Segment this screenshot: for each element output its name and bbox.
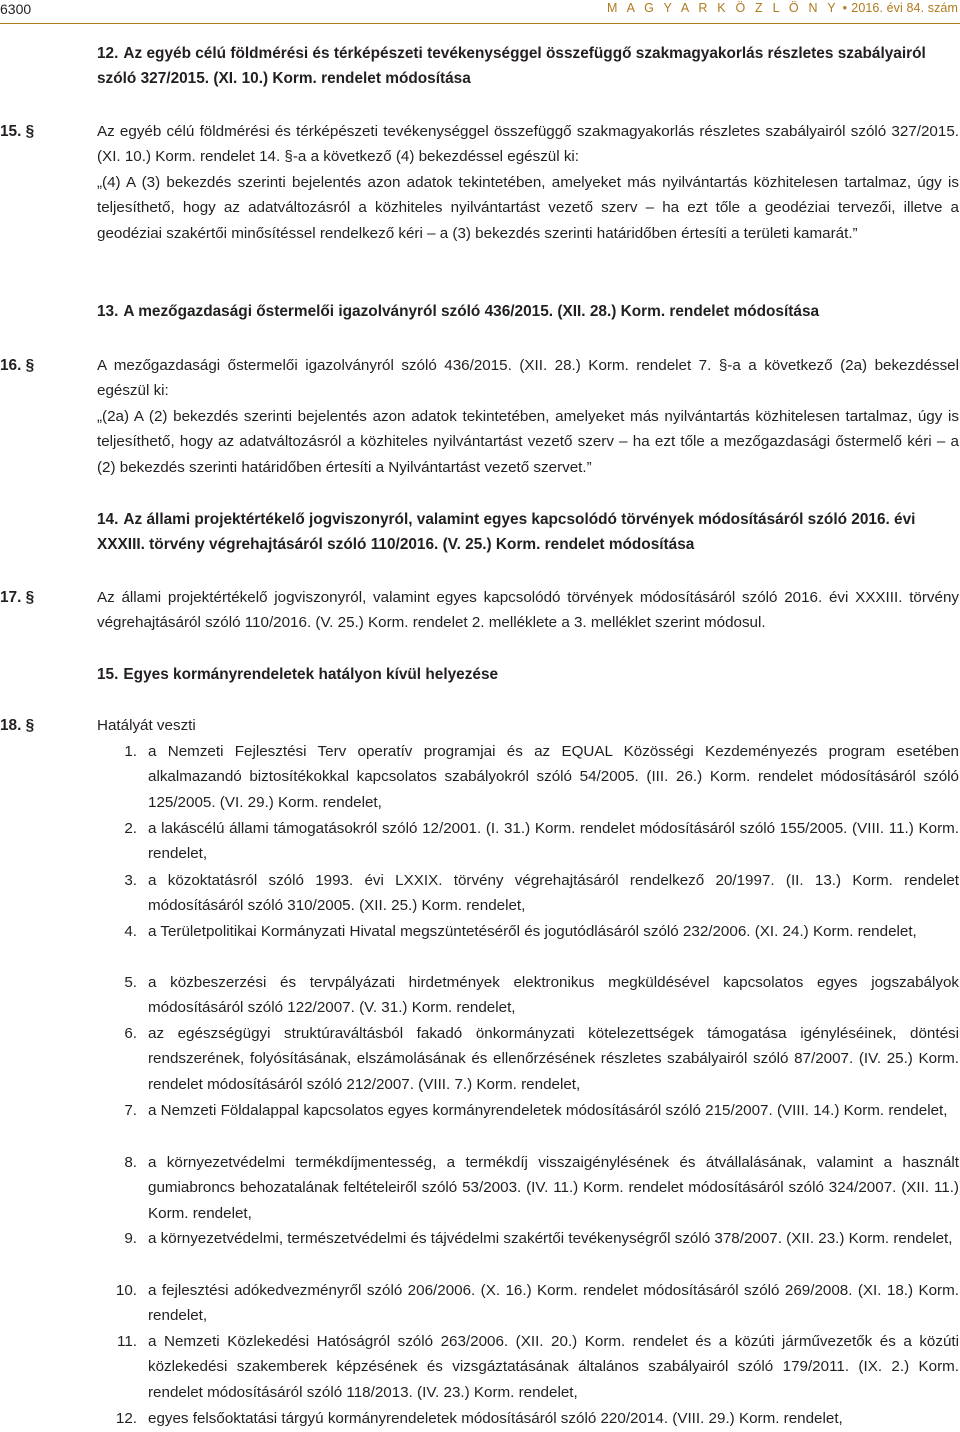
list-text: a környezetvédelmi termékdíjmentesség, a termékdíj visszaigénylésének és átvállalásának, valamint a használt gumiabroncs behozatalának feltételeiről szóló 53/2003. (IV. 11.) Korm. rendelet módosításáról szóló 324/2007. (XII. 11.) Korm. rendelet, [148,1154,959,1222]
chapter-heading [97,507,959,557]
list-number: 7. [124,1102,137,1119]
section-number: 16. § [0,357,35,374]
list-number: 8. [124,1154,137,1171]
list-number: 4. [124,923,137,940]
list-number: 10. [115,1282,137,1299]
section-number: 15. § [0,123,35,140]
section-number: 18. § [0,717,35,734]
section-body [97,585,959,636]
list-number: 9. [124,1230,137,1247]
chapter-title: Az állami projektértékelő jogviszonyról, valamint egyes kapcsolódó törvények módosításáról szóló 2016. évi XXXIII. törvény végrehajtásáról szóló 110/2016. (V. 25.) Korm. rendelet módosítása [97,511,916,553]
section-intro: Az egyéb célú földmérési és térképészeti tevékenységgel összefüggő szakmagyakorlás részletes szabályairól szóló 327/2015. (XI. 10.) Korm. rendelet 14. §-a a következő (4) bekezdéssel egészül ki: [97,123,959,166]
list-text: a Területpolitikai Kormányzati Hivatal megszüntetéséről és jogutódlásáról szóló 232/2006. (XI. 24.) Korm. rendelet, [148,923,917,940]
list-text: a Nemzeti Közlekedési Hatóságról szóló 263/2006. (XII. 20.) Korm. rendelet és a közúti járművezetők és a közúti közlekedési szakemberek képzésének és vizsgáztatásának általános szabályairól szóló 179/2011. (IX. 2.) Korm. rendelet módosításáról szóló 118/2013. (IV. 23.) Korm. rendelet, [148,1333,959,1401]
chapter-number: 12. [97,45,119,62]
list-text: az egészségügyi struktúraváltásból fakadó önkormányzati kötelezettségek támogatása igényléséinek, döntési rendszerének, folyósításának, elszámolásának és ellenőrzésének részletes szabályairól szóló 87/2007. (IV. 25.) Korm. rendelet módosításáról szóló 212/2007. (VIII. 7.) Korm. rendelet, [148,1025,959,1093]
list-number: 6. [124,1025,137,1042]
section-body [97,119,959,246]
list-text: a közbeszerzési és tervpályázati hirdetmények elektronikus megküldésével kapcsolatos egyes jogszabályok módosításáról szóló 122/2007. (V. 31.) Korm. rendelet, [148,974,959,1017]
section-intro: A mezőgazdasági őstermelői igazolványról szóló 436/2015. (XII. 28.) Korm. rendelet 7. §-a a következő (2a) bekezdéssel egészül ki: [97,357,959,400]
section-quote: „(4) A (3) bekezdés szerinti bejelentés azon adatok tekintetében, amelyeket más nyilvántartás közhitelesen tartalmaz, úgy is teljesíthető, hogy az adatváltozásról a közhiteles nyilvántartást vezető szerv – ha ezt tőle a geodéziai tervezői, illetve a geodéziai szakértői minősítéssel rendelkező kéri – a (3) bekezdés szerinti határidőben értesíti a területi kamarát.” [97,173,959,242]
chapter-number: 13. [97,303,119,320]
section-quote: „(2a) A (2) bekezdés szerinti bejelentés azon adatok tekintetében, amelyeket más nyilvántartás közhitelesen tartalmaz, úgy is teljesíthető, hogy az adatváltozásról a közhiteles nyilvántartást vezető szerv – ha ezt tőle a mezőgazdasági őstermelő kéri – a (2) bekezdés szerinti határidőben értesíti a Nyilvántartást vezető szervet.” [97,407,959,476]
chapter-heading [97,299,959,324]
list-text: a környezetvédelmi, természetvédelmi és tájvédelmi szakértői tevékenységről szóló 378/2007. (XII. 23.) Korm. rendelet, [148,1230,953,1247]
header-rule [0,23,960,24]
list-text: a lakáscélú állami támogatásokról szóló 12/2001. (I. 31.) Korm. rendelet módosításáról szóló 155/2005. (VIII. 11.) Korm. rendelet, [148,820,959,863]
list-text: a fejlesztési adókedvezményről szóló 206/2006. (X. 16.) Korm. rendelet módosításáról szóló 269/2008. (XI. 18.) Korm. rendelet, [148,1282,959,1325]
section-intro: Hatályát veszti [97,717,196,734]
list-text: a Nemzeti Földalappal kapcsolatos egyes kormányrendeletek módosításáról szóló 215/2007. (VIII. 14.) Korm. rendelet, [148,1102,948,1119]
chapter-heading [97,662,959,687]
list-number: 12. [115,1410,137,1427]
chapter-number: 14. [97,511,119,528]
chapter-number: 15. [97,666,119,683]
journal-name: M A G Y A R K Ö Z L Ö N Y [607,1,839,15]
list-number: 5. [124,974,137,991]
chapter-title: A mezőgazdasági őstermelői igazolványról szóló 436/2015. (XII. 28.) Korm. rendelet módosítása [123,303,820,320]
list-number: 1. [124,743,137,760]
issue-info: 2016. évi 84. szám [851,1,958,15]
list-text: a Nemzeti Fejlesztési Terv operatív programjai és az EQUAL Közösségi Kezdeményezés program esetében alkalmazandó biztosítékokkal kapcsolatos szabályokról szóló 54/2005. (III. 26.) Korm. rendelet módosításáról szóló 125/2005. (VI. 29.) Korm. rendelet, [148,743,959,811]
journal-title [607,1,958,15]
section-body [97,353,959,480]
section-intro: Az állami projektértékelő jogviszonyról, valamint egyes kapcsolódó törvények módosításáról szóló 2016. évi XXXIII. törvény végrehajtásáról szóló 110/2016. (V. 25.) Korm. rendelet 2. melléklete a 3. melléklet szerint módosul. [97,589,959,632]
list-number: 3. [124,872,137,889]
list-text: a közoktatásról szóló 1993. évi LXXIX. törvény végrehajtásáról rendelkező 20/1997. (II. 13.) Korm. rendelet módosításáról szóló 310/2005. (XII. 25.) Korm. rendelet, [148,872,959,915]
header-separator: • [842,1,848,15]
section-number: 17. § [0,589,35,606]
list-text: egyes felsőoktatási tárgyú kormányrendeletek módosításáról szóló 220/2014. (VIII. 29.) Korm. rendelet, [148,1410,843,1427]
section-body [97,713,959,738]
page-number: 6300 [0,1,32,17]
list-number: 2. [124,820,137,837]
page-header [0,0,960,22]
chapter-title: Egyes kormányrendeletek hatályon kívül helyezése [123,666,499,683]
list-number: 11. [117,1333,137,1350]
chapter-title: Az egyéb célú földmérési és térképészeti tevékenységgel összefüggő szakmagyakorlás részletes szabályairól szóló 327/2015. (XI. 10.) Korm. rendelet módosítása [97,45,926,87]
chapter-heading [97,41,959,91]
